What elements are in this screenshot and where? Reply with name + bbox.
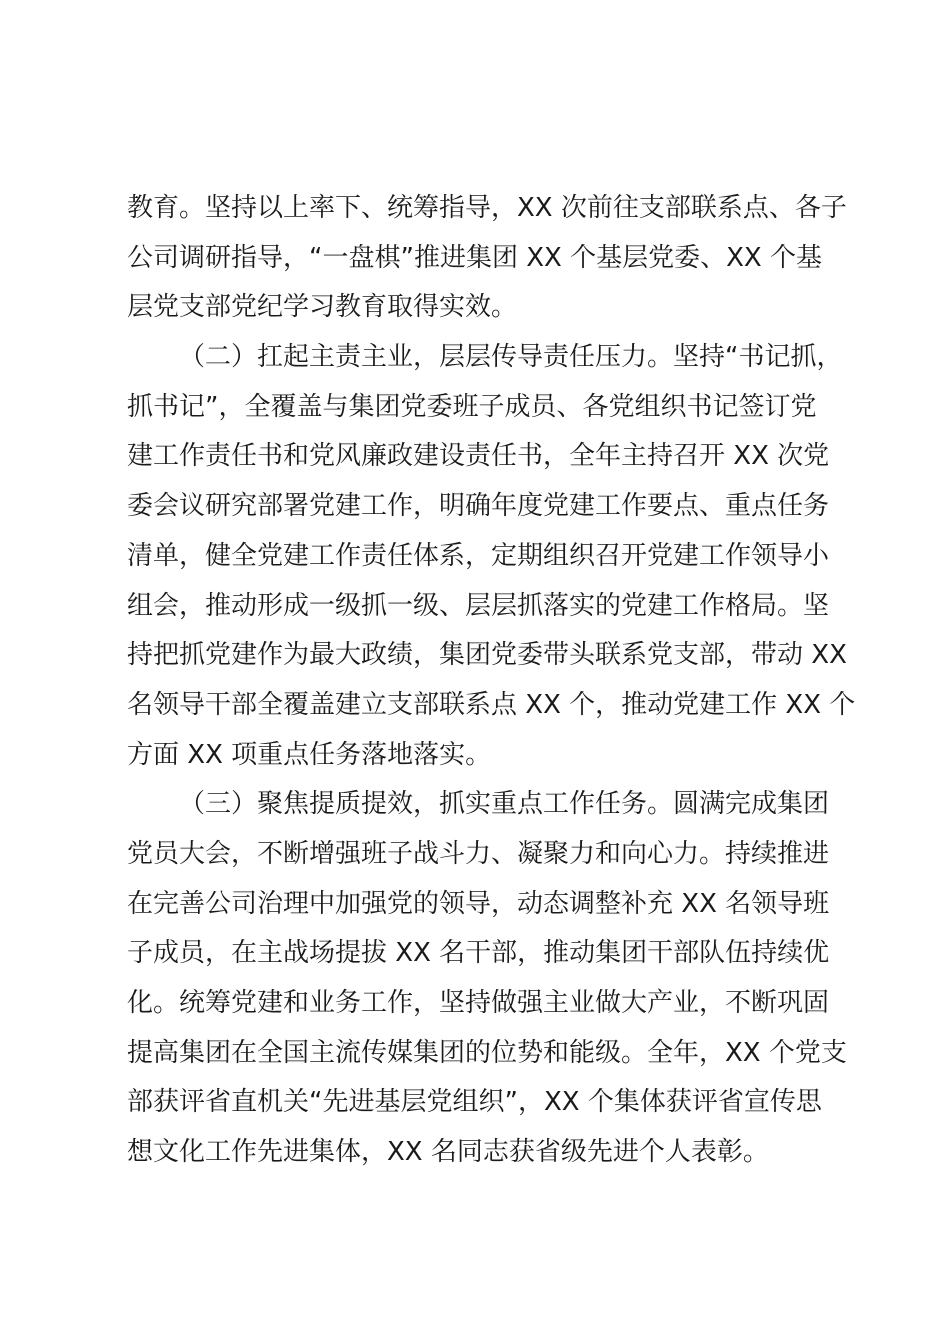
text-line: 化。统筹党建和业务工作，坚持做强主业做大产业，不断巩固 — [127, 988, 830, 1018]
text-line: 教育。坚持以上率下、统筹指导，XX 次前往支部联系点、各子 — [127, 193, 847, 223]
text-line: 委会议研究部署党建工作，明确年度党建工作要点、重点任务 — [127, 491, 830, 522]
text-line: 党员大会，不断增强班子战斗力、凝聚力和向心力。持续推进 — [127, 838, 830, 869]
text-line: 公司调研指导，“一盘棋”推进集团 XX 个基层党委、XX 个基 — [127, 242, 822, 273]
text-line: 持把抓党建作为最大政绩，集团党委带头联系党支部，带动 XX — [127, 640, 847, 671]
section-heading-line: （三）聚焦提质提效，抓实重点工作任务。圆满完成集团 — [179, 789, 830, 820]
body-text — [127, 184, 856, 1178]
text-line: 想文化工作先进集体，XX 名同志获省级先进个人表彰。 — [127, 1137, 769, 1168]
text-line: 组会，推动形成一级抓一级、层层抓落实的党建工作格局。坚 — [127, 590, 830, 621]
text-line: 抓书记”，全覆盖与集团党委班子成员、各党组织书记签订党 — [127, 391, 817, 422]
text-line: 在完善公司治理中加强党的领导，动态调整补充 XX 名领导班 — [127, 888, 830, 919]
text-line: 层党支部党纪学习教育取得实效。 — [127, 292, 518, 323]
text-line: 部获评省直机关“先进基层党组织”，XX 个集体获评省宣传思 — [127, 1087, 822, 1118]
text-line: 方面 XX 项重点任务落地落实。 — [127, 739, 492, 770]
text-line: 清单，健全党建工作责任体系，定期组织召开党建工作领导小 — [127, 540, 830, 571]
section-heading-line: （二）扛起主责主业，层层传导责任压力。坚持“书记抓， — [179, 342, 843, 373]
text-line: 子成员，在主战场提拔 XX 名干部，推动集团干部队伍持续优 — [127, 938, 830, 969]
text-line: 建工作责任书和党风廉政建设责任书，全年主持召开 XX 次党 — [127, 441, 830, 472]
text-line: 提高集团在全国主流传媒集团的位势和能级。全年，XX 个党支 — [127, 1037, 847, 1068]
text-line: 名领导干部全覆盖建立支部联系点 XX 个，推动党建工作 XX 个 — [127, 689, 856, 720]
